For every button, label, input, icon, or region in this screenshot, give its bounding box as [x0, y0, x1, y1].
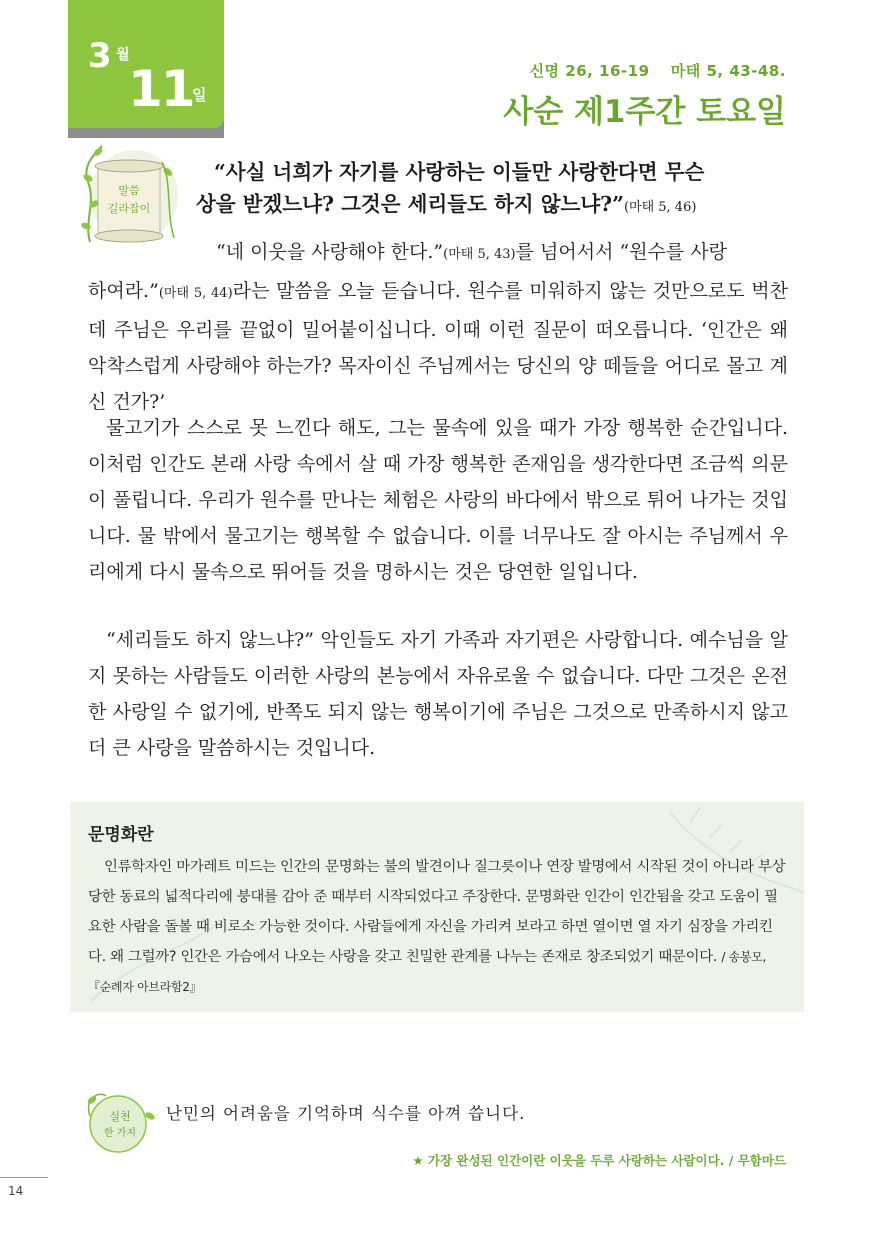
key-verse-line2: 상을 받겠느냐? 그것은 세리들도 하지 않느냐?” [196, 192, 624, 216]
p1-text-d: 라는 말씀을 오늘 듣습니다. 원수를 미워하지 않는 것만으로도 벅찬데 주님은 우리를 끝없이 밀어붙이십니다. 이때 이런 질문이 떠오릅니다. ‘인간은 왜 악착스럽게 사랑해야 하는가? 목자이신 주님께서는 당신의 양 떼들을 어디로 몰고 계신 건가?’ [88, 280, 788, 413]
scripture-readings: 신명 26, 16-19 마태 5, 43-48. [529, 62, 786, 80]
paragraph-2 [88, 410, 788, 590]
p1-text-b: 를 넘어서서 “원수를 사랑 [515, 241, 727, 263]
box-text: 인류학자인 마가레트 미드는 인간의 문명화는 불의 발견이나 질그릇이나 연장 발명에서 시작된 것이 아니라 부상당한 동료의 넓적다리에 붕대를 감아 준 때부터 시작되었다고 주장한다. 문명화란 인간이 인간됨을 갖고 도움이 필요한 사람을 돌볼 때 비로소 가능한 것이다. 사람들에게 자신을 가리켜 보라고 하면 열이면 열 자기 심장을 가리킨다. 왜 그럴까? 인간은 가슴에서 나오는 사랑을 갖고 친밀한 관계를 나누는 존재로 창조되었기 때문이다. [88, 859, 786, 965]
practice-icon-label-1: 실천 [109, 1110, 131, 1123]
p1-quote: “네 이웃을 사랑해야 한다.” [216, 241, 444, 263]
paragraph-1 [88, 234, 788, 420]
paragraph-3 [88, 622, 788, 766]
key-verse-line1: “사실 너희가 자기를 사랑하는 이들만 사랑한다면 무슨 [214, 160, 705, 184]
month-label: 월 [116, 47, 130, 63]
p2-text: 물고기가 스스로 못 느낀다 해도, 그는 물속에 있을 때가 가장 행복한 순간입니다. 이처럼 인간도 본래 사랑 속에서 살 때 가장 행복한 존재임을 생각한다면 조금씩 의문이 풀립니다. 우리가 원수를 만나는 체험은 사랑의 바다에서 밖으로 튀어 나가는 것입니다. 물 밖에서 물고기는 행복할 수 없습니다. 이를 너무나도 잘 아시는 주님께서 우리에게 다시 물속으로 뛰어들 것을 명하시는 것은 당연한 일입니다. [88, 417, 788, 583]
key-verse [196, 156, 796, 224]
p1-ref2: (마태 5, 44) [158, 286, 233, 301]
day-number: 11 [128, 60, 194, 118]
scroll-label-2: 길라잡이 [107, 202, 151, 215]
box-source: / 송봉모, 『순례자 아브라함2』 [88, 950, 767, 994]
practice-icon [82, 1086, 158, 1156]
p1-ref1: (마태 5, 43) [443, 247, 516, 262]
month-number: 3 [88, 36, 112, 76]
practice-icon-label-2: 한 가지 [103, 1128, 137, 1139]
p1-text-c: 하여라.” [88, 280, 159, 302]
practice-text: 난민의 어려움을 기억하며 식수를 아껴 씁니다. [166, 1104, 526, 1123]
page-title: 사순 제1주간 토요일 [503, 94, 786, 130]
p3-text: “세리들도 하지 않느냐?” 악인들도 자기 가족과 자기편은 사랑합니다. 예수님을 알지 못하는 사람들도 이러한 사랑의 본능에서 자유로울 수 없습니다. 다만 그것은 온전한 사랑일 수 없기에, 반쪽도 되지 않는 행복이기에 주님은 그것으로 만족하시지 않고 더 큰 사랑을 말씀하시는 것입니다. [88, 629, 788, 759]
box-body [88, 852, 788, 1002]
box-title: 문명화란 [88, 825, 154, 845]
page-divider [0, 1177, 48, 1178]
day-label: 일 [192, 86, 207, 104]
civilization-box [70, 802, 804, 1012]
footer-quote: ★ 가장 완성된 인간이란 이웃을 두루 사랑하는 사람이다. / 무함마드 [412, 1153, 786, 1168]
key-verse-ref: (마태 5, 46) [623, 200, 697, 215]
page-number: 14 [8, 1184, 24, 1198]
scroll-label-1: 말씀 [118, 184, 140, 197]
